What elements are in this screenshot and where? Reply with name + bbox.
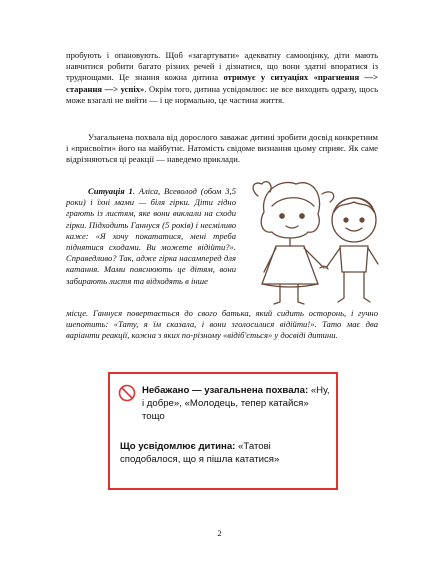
callout-box xyxy=(108,372,338,490)
crossed-circle-icon xyxy=(118,384,136,402)
paragraph-1-start: пробують і опановують. Щоб «загартувати» адекватну самооцінку, діти мають навчитися робити багато різних речей і дізнатися, що вони здатні впоратися із труднощами. Це знання кожна дитина xyxy=(66,50,378,83)
situation-paragraph xyxy=(66,186,236,287)
paragraph-1-bold: отримує у ситуаціях «прагнення —> старання —> успіх» xyxy=(66,72,378,94)
callout-child-realizes xyxy=(120,440,330,466)
children-holding-hands-illustration xyxy=(242,172,392,312)
callout-child-realizes-label: Що усвідомлює дитина: xyxy=(120,441,236,452)
callout-undesirable xyxy=(142,384,332,423)
callout-undesirable-text: «Ну, і добре», «Молодець, тепер катайся» тощо xyxy=(142,385,330,422)
situation-side-text: . Аліса, Всеволод (обом 3,5 роки) і їхні мами — біля гірки. Діти гідно грають із листям, яке вони виклали на сходи гірки. Підходить Ганнуся (5 років) і несміливо каже: «Я хочу покататися, мені треба піднятися сходами. Ви можете відійти?». Справедливо? Так, адже гірка насамперед для катання. Мами пояснюють це дітям, вони забирають листя та відходять в інше xyxy=(66,186,236,286)
paragraph-1 xyxy=(66,50,378,106)
paragraph-1-end: . Окрім того, дитина усвідомлює: не все виходить одразу, щось може взагалі не вийти — і це нормально, це частина життя. xyxy=(66,83,378,105)
paragraph-2: Узагальнена похвала від дорослого заважає дитині зробити досвід конкретним і «присвоїти» його на майбутнє. Натомість свідоме визнання цьому сприяє. Як саме відрізняються ці реакції — наведемо приклади. xyxy=(66,132,378,165)
situation-title: Ситуація 1 xyxy=(88,186,133,196)
callout-child-realizes-text: «Татові сподобалося, що я пішла кататися» xyxy=(120,441,280,465)
callout-undesirable-label: Небажано — узагальнена похвала: xyxy=(142,385,309,396)
page-number: 2 xyxy=(217,528,222,538)
situation-continuation: місце. Ганнуся повертається до свого батька, який сидить осторонь, і гучно шепотить: «Тату, я їм сказала, і вони зголосилися відійти!». Тато має два варіанти реакції, кожна з яких по-різному «відіб'ється» у досвіді дитини. xyxy=(66,308,378,341)
